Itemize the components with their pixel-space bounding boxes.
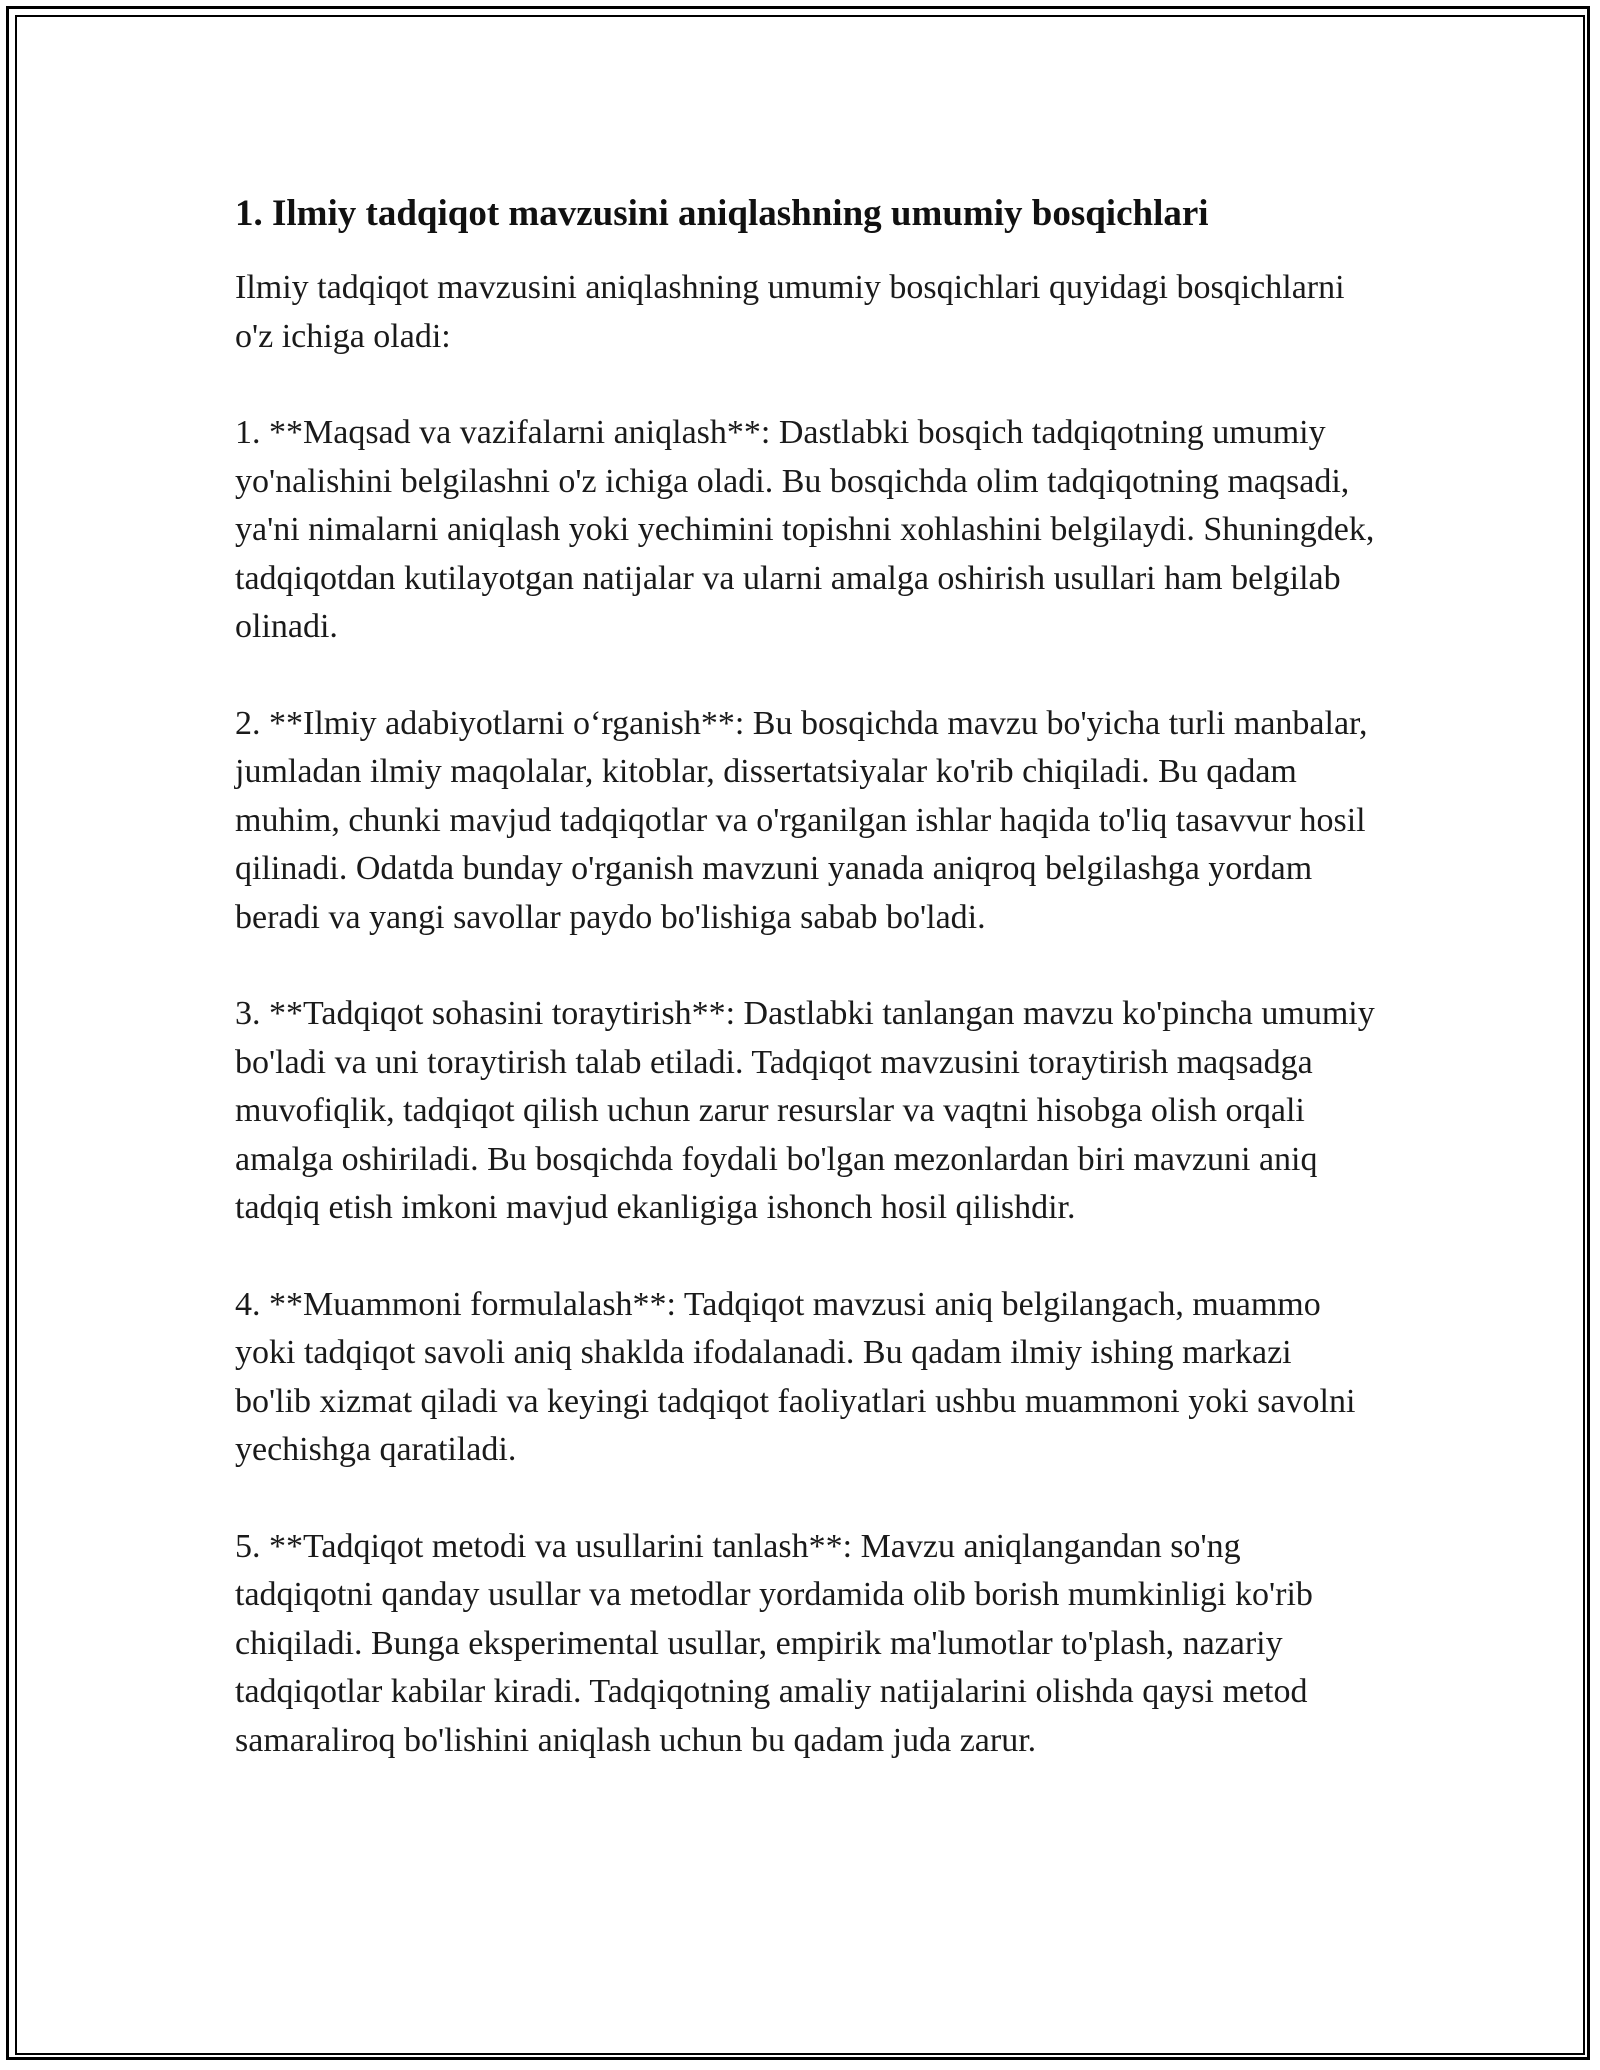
section-heading: 1. Ilmiy tadqiqot mavzusini aniqlashning umumiy bosqichlari (235, 193, 1209, 234)
step-4-paragraph: 4. **Muammoni formulalash**: Tadqiqot mavzusi aniq belgilangach, muammo yoki tadqiqot savoli aniq shaklda ifodalanadi. Bu qadam ilmiy ishing markazi bo'lib xizmat qiladi va keyingi tadqiqot faoliyatlari ushbu muammoni yoki savolni yechishga qaratiladi. (235, 1285, 1356, 1468)
step-5-paragraph: 5. **Tadqiqot metodi va usullarini tanlash**: Mavzu aniqlangandan so'ng tadqiqotni qanday usullar va metodlar yordamida olib borish mumkinligi ko'rib chiqiladi. Bunga eksperimental usullar, empirik ma'lumotlar to'plash, nazariy tadqiqotlar kabilar kiradi. Tadqiqotning amaliy natijalarini olishda qaysi metod samaraliroq bo'lishini aniqlash uchun bu qadam juda zarur. (235, 1527, 1313, 1759)
step-1-paragraph: 1. **Maqsad va vazifalarni aniqlash**: Dastlabki bosqich tadqiqotning umumiy yo'nalishini belgilashni o'z ichiga oladi. Bu bosqichda olim tadqiqotning maqsadi, ya'ni nimalarni aniqlash yoki yechimini topishni xohlashini belgilaydi. Shuningdek, tadqiqotdan kutilayotgan natijalar va ularni amalga oshirish usullari ham belgilab olinadi. (235, 414, 1375, 645)
document-body (235, 190, 1375, 1813)
step-2-paragraph: 2. **Ilmiy adabiyotlarni oʻrganish**: Bu bosqichda mavzu bo'yicha turli manbalar, jumladan ilmiy maqolalar, kitoblar, dissertatsiyalar ko'rib chiqiladi. Bu qadam muhim, chunki mavjud tadqiqotlar va o'rganilgan ishlar haqida to'liq tasavvur hosil qilinadi. Odatda bunday o'rganish mavzuni yanada aniqroq belgilashga yordam beradi va yangi savollar paydo bo'lishiga sabab bo'ladi. (235, 704, 1368, 936)
intro-paragraph: Ilmiy tadqiqot mavzusini aniqlashning umumiy bosqichlari quyidagi bosqichlarni o'z ichiga oladi: (235, 269, 1345, 355)
step-3-paragraph: 3. **Tadqiqot sohasini toraytirish**: Dastlabki tanlangan mavzu ko'pincha umumiy bo'ladi va uni toraytirish talab etiladi. Tadqiqot mavzusini toraytirish maqsadga muvofiqlik, tadqiqot qilish uchun zarur resurslar va vaqtni hisobga olish orqali amalga oshiriladi. Bu bosqichda foydali bo'lgan mezonlardan biri mavzuni aniq tadqiq etish imkoni mavjud ekanligiga ishonch hosil qilishdir. (235, 995, 1375, 1226)
